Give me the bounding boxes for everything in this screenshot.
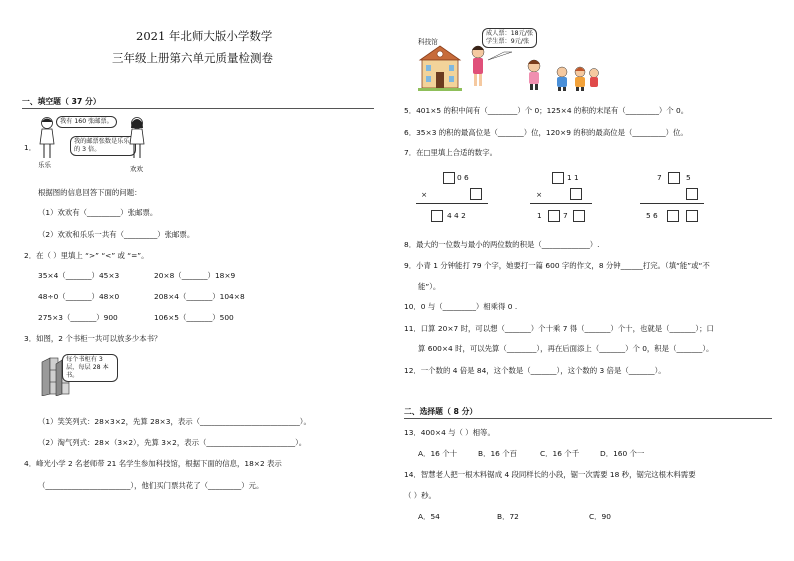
q7-p1-box-mul[interactable]	[470, 188, 482, 200]
q7-p1-line	[416, 203, 488, 204]
q1-bubble-right	[70, 136, 136, 156]
q9-text-line1: 9．小青 1 分钟能打 79 个字，她要打一篇 600 字的作文，8 分钟______打完。（填“能”或“不	[404, 261, 710, 270]
q13-option-b[interactable]: B．16 个百	[478, 449, 517, 458]
q7-p3-box-top[interactable]	[668, 172, 680, 184]
section1-heading: 一、填空题（ 37 分）	[22, 97, 101, 106]
q3-part-a: （1）笑笑列式：28×3×2，先算 28×3，表示（___________________________）。	[38, 417, 311, 426]
q14-option-a[interactable]: A．54	[418, 512, 440, 521]
q7-p1-box-result[interactable]	[431, 210, 443, 222]
q7-p3-line	[640, 203, 704, 204]
q1-part-a: （1）欢欢有（_________）张邮票。	[38, 208, 158, 217]
q8-text: 8．最大的一位数与最小的两位数的积是（_____________）.	[404, 240, 600, 249]
section2-heading: 二、选择题（ 8 分）	[404, 407, 478, 416]
ticket-price-bubble	[482, 28, 537, 48]
q1-part-b: （2）欢欢和乐乐一共有（_________）张邮票。	[38, 230, 195, 239]
q3-part-b: （2）淘气列式：28×（3×2），先算 3×2，表示（________________________）。	[38, 438, 307, 447]
price-adult: 成人票：18元/张	[486, 30, 534, 37]
q2-heading: 2．在（ ）里填上 “>” “<” 或 “=”。	[24, 251, 149, 260]
q9-text-line2: 能”）。	[418, 282, 441, 291]
q2-row3-left: 275×3（_______）900	[38, 313, 118, 322]
q7-text: 7．在□里填上合适的数字。	[404, 148, 497, 157]
girl-lele-figure	[38, 116, 56, 160]
q4-line2: （_______________________），他们买门票共花了（_________）元。	[38, 481, 264, 490]
price-student: 学生票：9元/张	[486, 38, 530, 45]
section1-divider	[22, 108, 374, 109]
q7-p1-top-digits: 0 6	[457, 173, 469, 182]
q1-number: 1．	[24, 143, 37, 152]
q2-row2-right: 208×4（_______）104×8	[154, 292, 245, 301]
q11-text-line2: 算 600×4 时，可以先算（________），再在后面添上（_______）个 0，积是（_______）。	[418, 344, 714, 353]
q10-text: 10．0 与（_________）相乘得 0 .	[404, 302, 518, 311]
q7-p2-top-digits: 1 1	[567, 173, 579, 182]
q3-bubble-text: 每个书柜有 3 层，每层 28 本书。	[66, 356, 109, 379]
q7-p2-box-result-2[interactable]	[573, 210, 585, 222]
q7-p3-box-result-2[interactable]	[686, 210, 698, 222]
q2-row3-right: 106×5（_______）500	[154, 313, 234, 322]
name-huanhuan: 欢欢	[130, 165, 143, 173]
q7-p2-box-top[interactable]	[552, 172, 564, 184]
q7-p3-top-a: 7	[657, 173, 662, 182]
q7-p2-times: ×	[536, 190, 543, 199]
section2-divider	[404, 418, 772, 419]
q1-intro: 根据图的信息回答下面的问题：	[38, 188, 142, 197]
q14-text-line1: 14．智慧老人把一根木料锯成 4 段同样长的小段，锯一次需要 18 秒，锯完这根木料需要	[404, 470, 696, 479]
q7-p1-box-top[interactable]	[443, 172, 455, 184]
q2-row2-left: 48÷0（_______）48×0	[38, 292, 120, 301]
q6-text: 6．35×3 的积的最高位是（_______）位，120×9 的积的最高位是（_________）位。	[404, 128, 688, 137]
q7-p2-result-a: 1	[537, 211, 542, 220]
page-title: 2021 年北师大版小学数学	[136, 29, 273, 43]
name-lele: 乐乐	[38, 161, 51, 169]
q13-option-a[interactable]: A．16 个十	[418, 449, 457, 458]
q7-p2-line	[530, 203, 592, 204]
q7-p3-result-digits: 5 6	[646, 211, 658, 220]
q7-p2-box-result[interactable]	[548, 210, 560, 222]
q12-text: 12．一个数的 4 倍是 84，这个数是（_______），这个数的 3 倍是（_______）。	[404, 366, 666, 375]
q14-text-line2: （ ）秒。	[404, 491, 436, 500]
q7-p1-times: ×	[421, 190, 428, 199]
q7-p3-box-mul[interactable]	[686, 188, 698, 200]
q2-row1-left: 35×4（_______）45×3	[38, 271, 120, 280]
q2-row1-right: 20×8（_______）18×9	[154, 271, 236, 280]
page-subtitle: 三年级上册第六单元质量检测卷	[112, 51, 273, 65]
q7-p2-result-b: 7	[563, 211, 568, 220]
q5-text: 5．401×5 的积中间有（________）个 0；125×4 的积的末尾有（_________）个 0。	[404, 106, 689, 115]
q7-p3-top-b: 5	[686, 173, 691, 182]
q14-option-b[interactable]: B．72	[497, 512, 519, 521]
q11-text-line1: 11．口算 20×7 时，可以想（_______）个十乘 7 得（_______）个十，也就是（_______）；口	[404, 324, 714, 333]
q1-bubble-left: 我有 160 张邮票。	[56, 116, 117, 128]
q1-bubble-right-text: 我的邮票张数是乐乐的 3 倍。	[74, 138, 130, 153]
girl-huanhuan-figure	[128, 116, 146, 160]
q3-bubble	[62, 354, 118, 382]
q7-p1-result-digits: 4 4 2	[447, 211, 466, 220]
q7-p2-box-mul[interactable]	[570, 188, 582, 200]
q13-option-c[interactable]: C．16 个千	[540, 449, 580, 458]
q13-text: 13．400×4 与（ ）相等。	[404, 428, 495, 437]
q7-p3-box-result-1[interactable]	[667, 210, 679, 222]
q14-option-c[interactable]: C．90	[589, 512, 611, 521]
q3-heading: 3．如图，2 个书柜一共可以放多少本书？	[24, 334, 162, 343]
q13-option-d[interactable]: D．160 个一	[600, 449, 645, 458]
q4-line1: 4．峰光小学 2 名老师带 21 名学生参加科技馆，根据下面的信息，18×2 表示	[24, 459, 282, 468]
museum-label: 科技馆	[418, 38, 438, 46]
